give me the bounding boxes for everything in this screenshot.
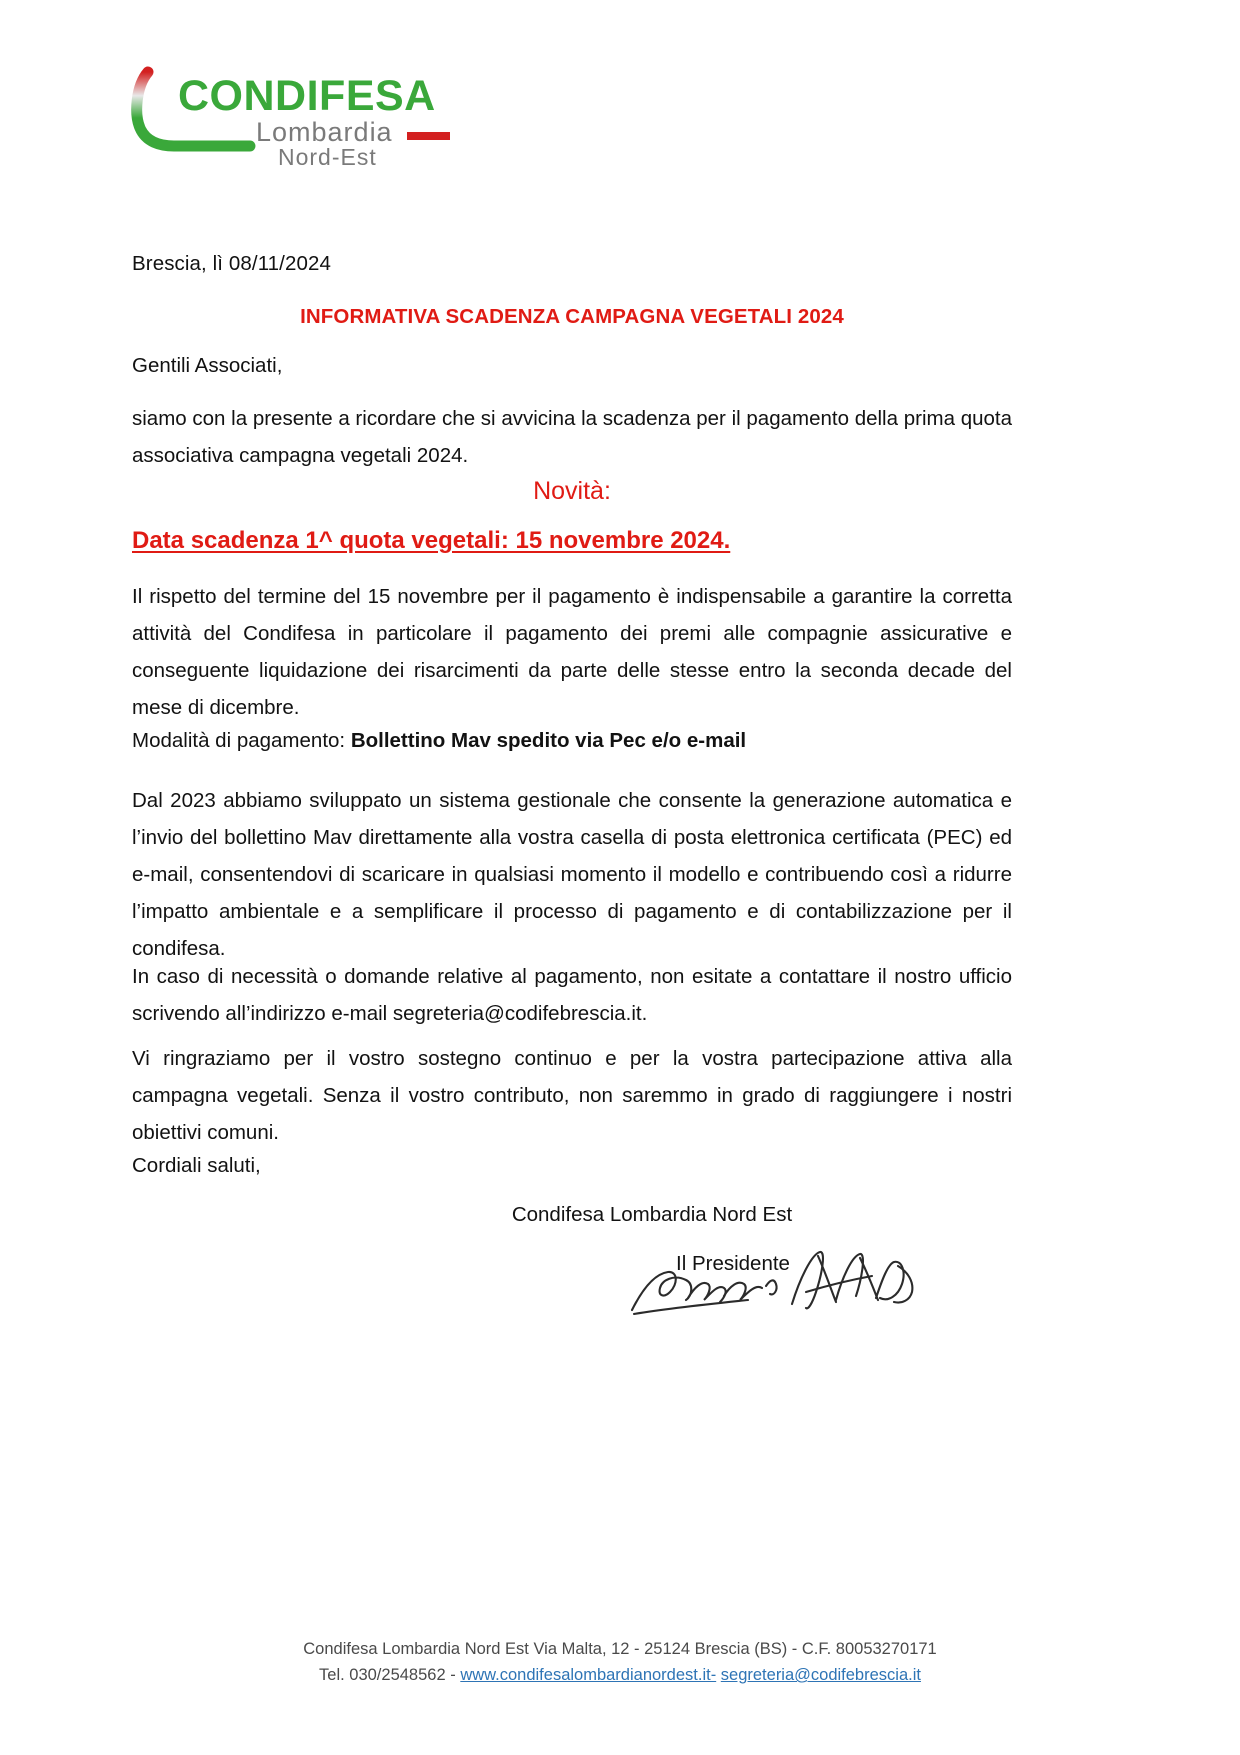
svg-text:Nord-Est: Nord-Est bbox=[278, 144, 377, 170]
signature-strokes bbox=[620, 1238, 920, 1328]
footer-email-link[interactable]: segreteria@codifebrescia.it bbox=[720, 1666, 921, 1684]
signature-role: Il Presidente bbox=[676, 1252, 790, 1275]
signature-organization: Condifesa Lombardia Nord Est bbox=[511, 1203, 793, 1226]
footer-address: Condifesa Lombardia Nord Est Via Malta, 12 - 25124 Brescia (BS) - C.F. 80053270171 bbox=[303, 1640, 937, 1658]
svg-text:CONDIFESA: CONDIFESA bbox=[178, 72, 436, 120]
system-paragraph: Dal 2023 abbiamo sviluppato un sistema gestionale che consente la generazione automatica e l’invio del bollettino Mav direttamente alla vostra casella di posta elettronica certificata (PEC) ed e-mail, consentendovi di scaricare in qualsiasi momento il modello e contribuendo così a ridurre l’impatto ambientale e a semplificare il processo di pagamento e di contabilizzazione per il condifesa. bbox=[132, 789, 1012, 960]
handwritten-signature bbox=[620, 1238, 920, 1328]
payment-mode-label: Modalità di pagamento: bbox=[132, 729, 351, 752]
condifesa-logo bbox=[130, 62, 450, 170]
payment-mode-value: Bollettino Mav spedito via Pec e/o e-mail bbox=[350, 729, 747, 752]
page-footer bbox=[0, 1636, 1240, 1688]
logo-graphic bbox=[130, 62, 450, 170]
date-line: Brescia, lì 08/11/2024 bbox=[132, 252, 331, 275]
payment-mode-line bbox=[132, 722, 1012, 759]
novita-heading: Novità: bbox=[533, 477, 611, 505]
footer-contacts bbox=[0, 1662, 1240, 1688]
closing-line: Cordiali saluti, bbox=[132, 1154, 261, 1177]
salutation: Gentili Associati, bbox=[132, 354, 283, 377]
footer-website-link[interactable]: www.condifesalombardianordest.it- bbox=[460, 1666, 717, 1684]
intro-paragraph: siamo con la presente a ricordare che si avvicina la scadenza per il pagamento della prima quota associativa campagna vegetali 2024. bbox=[132, 407, 1012, 467]
svg-text:Lombardia: Lombardia bbox=[256, 117, 393, 147]
page-title: INFORMATIVA SCADENZA CAMPAGNA VEGETALI 2024 bbox=[300, 305, 844, 328]
contact-paragraph: In caso di necessità o domande relative al pagamento, non esitate a contattare il nostro ufficio scrivendo all’indirizzo e-mail segreteria@codifebrescia.it. bbox=[132, 965, 1012, 1025]
footer-phone: Tel. 030/2548562 - bbox=[319, 1666, 456, 1684]
thanks-paragraph: Vi ringraziamo per il vostro sostegno continuo e per la vostra partecipazione attiva alla campagna vegetali. Senza il vostro contributo, non saremmo in grado di raggiungere i nostri obiettivi comuni. bbox=[132, 1047, 1012, 1144]
deadline-heading: Data scadenza 1^ quota vegetali: 15 novembre 2024. bbox=[132, 527, 731, 554]
term-paragraph: Il rispetto del termine del 15 novembre per il pagamento è indispensabile a garantire la corretta attività del Condifesa in particolare il pagamento dei premi alle compagnie assicurative e conseguente liquidazione dei risarcimenti da parte delle stesse entro la seconda decade del mese di dicembre. bbox=[132, 585, 1012, 719]
